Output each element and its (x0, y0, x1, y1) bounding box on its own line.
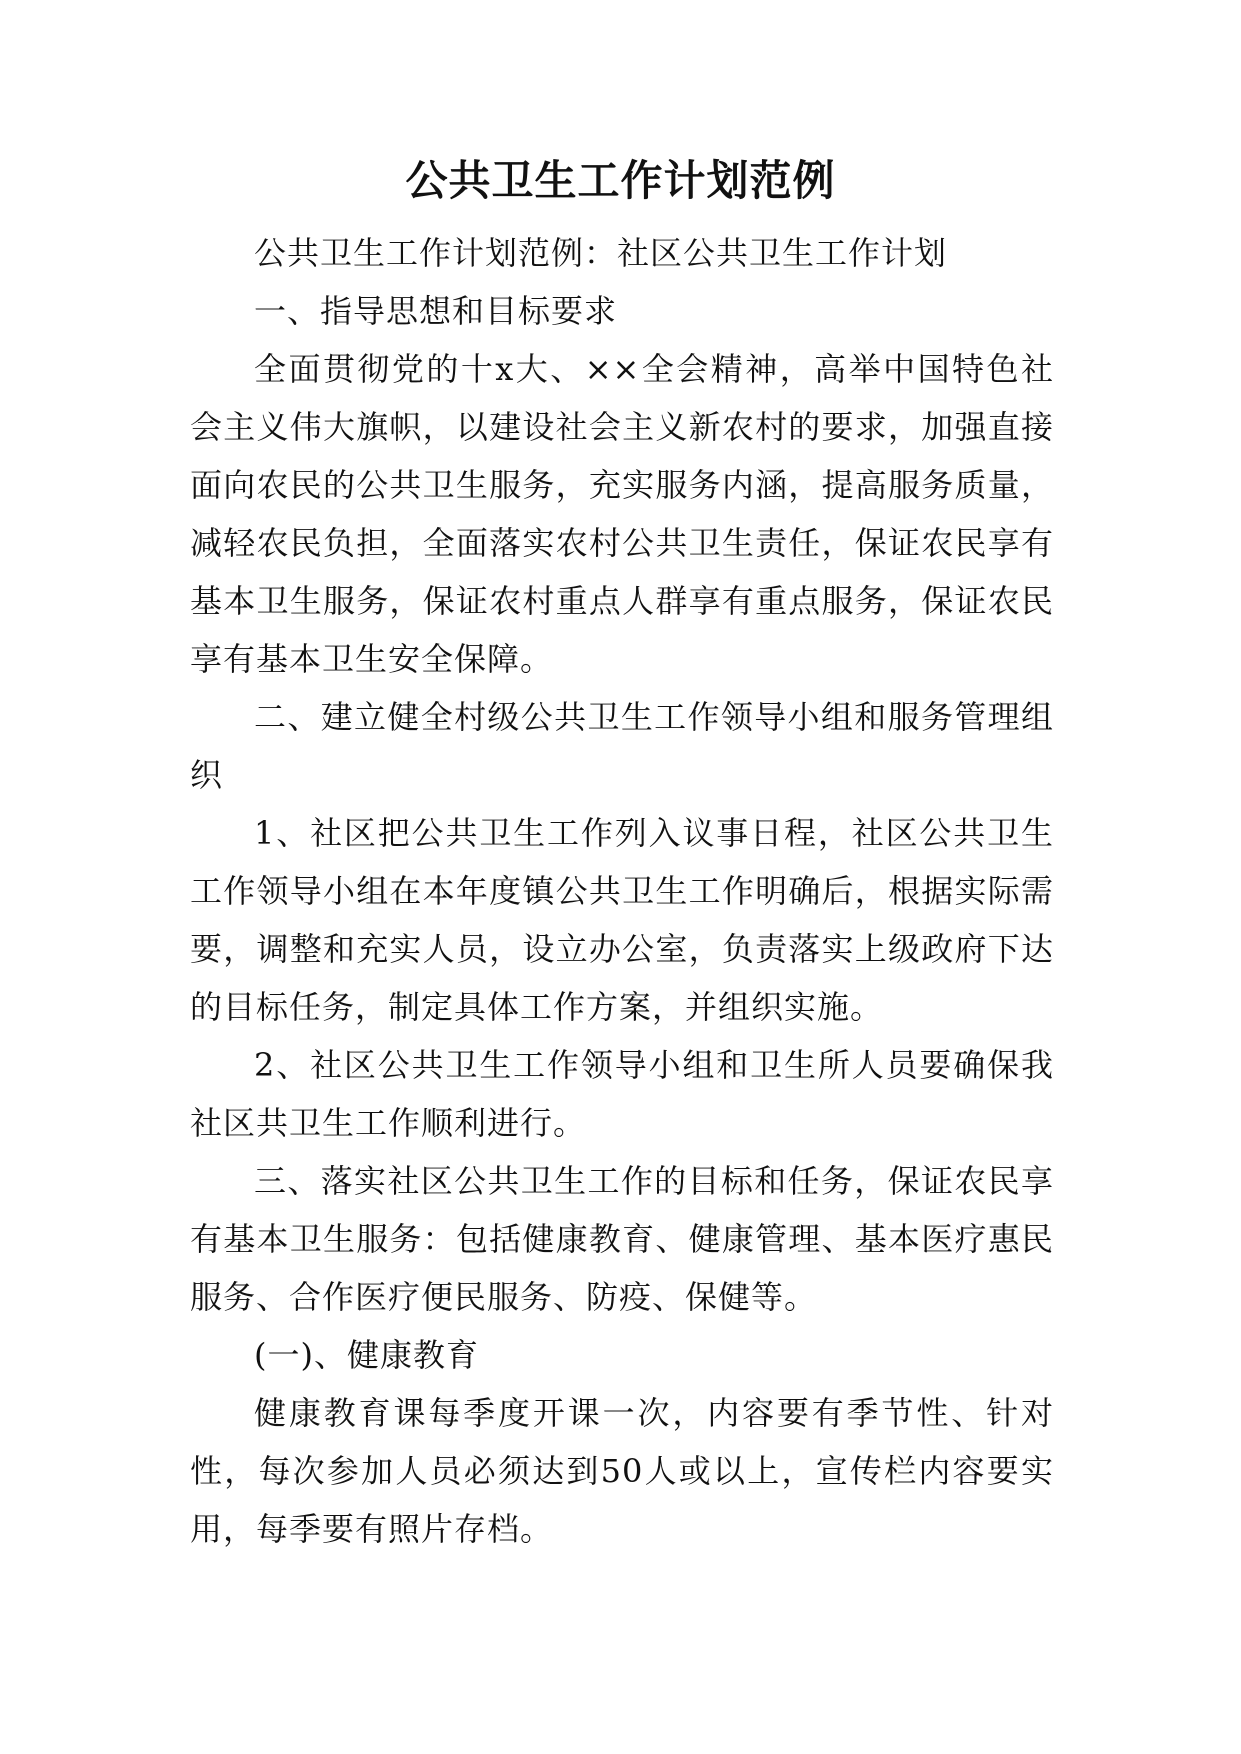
paragraph-item-1: 1、社区把公共卫生工作列入议事日程，社区公共卫生工作领导小组在本年度镇公共卫生工作明确后，根据实际需要，调整和充实人员，设立办公室，负责落实上级政府下达的目标任务，制定具体工作方案，并组织实施。 (190, 814, 1054, 1026)
document-title: 公共卫生工作计划范例 (405, 156, 836, 205)
heading-subsection-1: (一)、健康教育 (254, 1336, 479, 1374)
paragraph-subtitle: 公共卫生工作计划范例：社区公共卫生工作计划 (254, 234, 948, 272)
document-body (190, 224, 1054, 1558)
paragraph-section-1: 全面贯彻党的十x大、××全会精神，高举中国特色社会主义伟大旗帜，以建设社会主义新农村的要求，加强直接面向农民的公共卫生服务，充实服务内涵，提高服务质量，减轻农民负担，全面落实农村公共卫生责任，保证农民享有基本卫生服务，保证农村重点人群享有重点服务，保证农民享有基本卫生安全保障。 (190, 350, 1054, 678)
heading-section-2: 二、建立健全村级公共卫生工作领导小组和服务管理组织 (190, 698, 1054, 794)
heading-section-1: 一、指导思想和目标要求 (254, 292, 618, 330)
heading-section-3: 三、落实社区公共卫生工作的目标和任务，保证农民享有基本卫生服务：包括健康教育、健康管理、基本医疗惠民服务、合作医疗便民服务、防疫、保健等。 (190, 1162, 1054, 1316)
paragraph-health-education: 健康教育课每季度开课一次，内容要有季节性、针对性，每次参加人员必须达到50人或以上，宣传栏内容要实用，每季要有照片存档。 (190, 1394, 1054, 1548)
paragraph-item-2: 2、社区公共卫生工作领导小组和卫生所人员要确保我社区共卫生工作顺利进行。 (190, 1046, 1054, 1142)
